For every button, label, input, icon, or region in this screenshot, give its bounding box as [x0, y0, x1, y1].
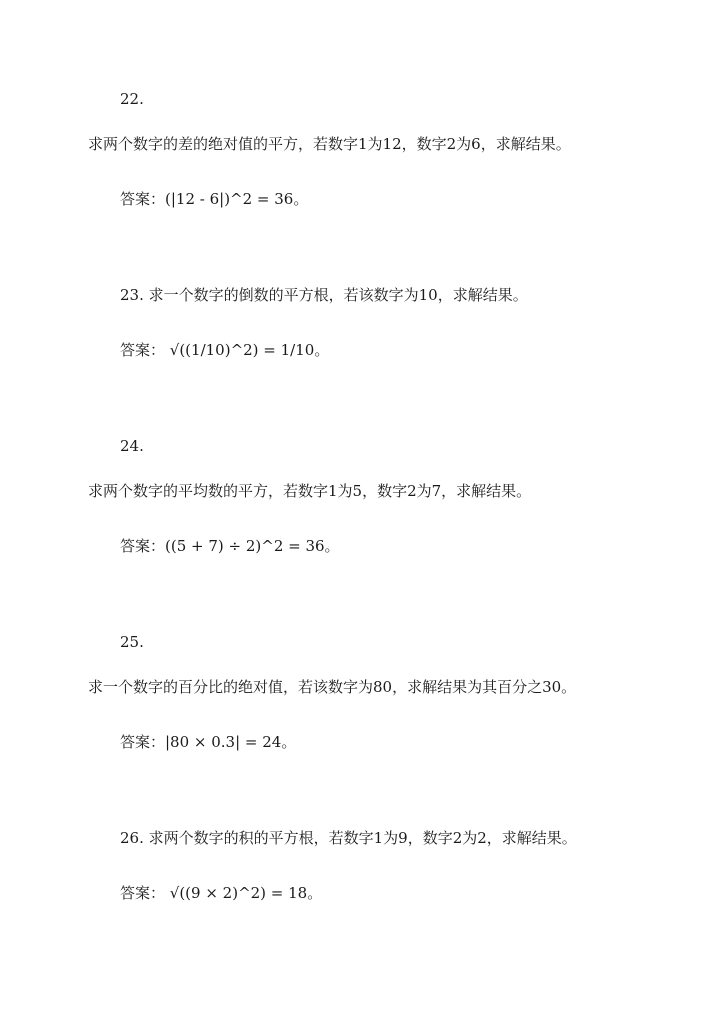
problem-26-answer: 答案： √((9 × 2)^2) = 18。 — [120, 884, 323, 902]
problem-24-number: 24. — [120, 437, 144, 455]
problem-24-question: 求两个数字的平均数的平方，若数字1为5，数字2为7，求解结果。 — [88, 482, 532, 500]
problem-22-answer: 答案：(|12 - 6|)^2 = 36。 — [120, 190, 309, 208]
problem-24-answer: 答案：((5 + 7) ÷ 2)^2 = 36。 — [120, 537, 340, 555]
problem-23-answer: 答案： √((1/10)^2) = 1/10。 — [120, 341, 330, 359]
problem-26-question: 26. 求两个数字的积的平方根，若数字1为9，数字2为2，求解结果。 — [120, 829, 577, 847]
problem-25-question: 求一个数字的百分比的绝对值，若该数字为80，求解结果为其百分之30。 — [88, 678, 577, 696]
problem-25-answer: 答案：|80 × 0.3| = 24。 — [120, 733, 297, 751]
problem-23-question: 23. 求一个数字的倒数的平方根，若该数字为10，求解结果。 — [120, 286, 528, 304]
problem-22-question: 求两个数字的差的绝对值的平方，若数字1为12，数字2为6，求解结果。 — [88, 135, 571, 153]
problem-22-number: 22. — [120, 90, 144, 108]
problem-25-number: 25. — [120, 633, 144, 651]
